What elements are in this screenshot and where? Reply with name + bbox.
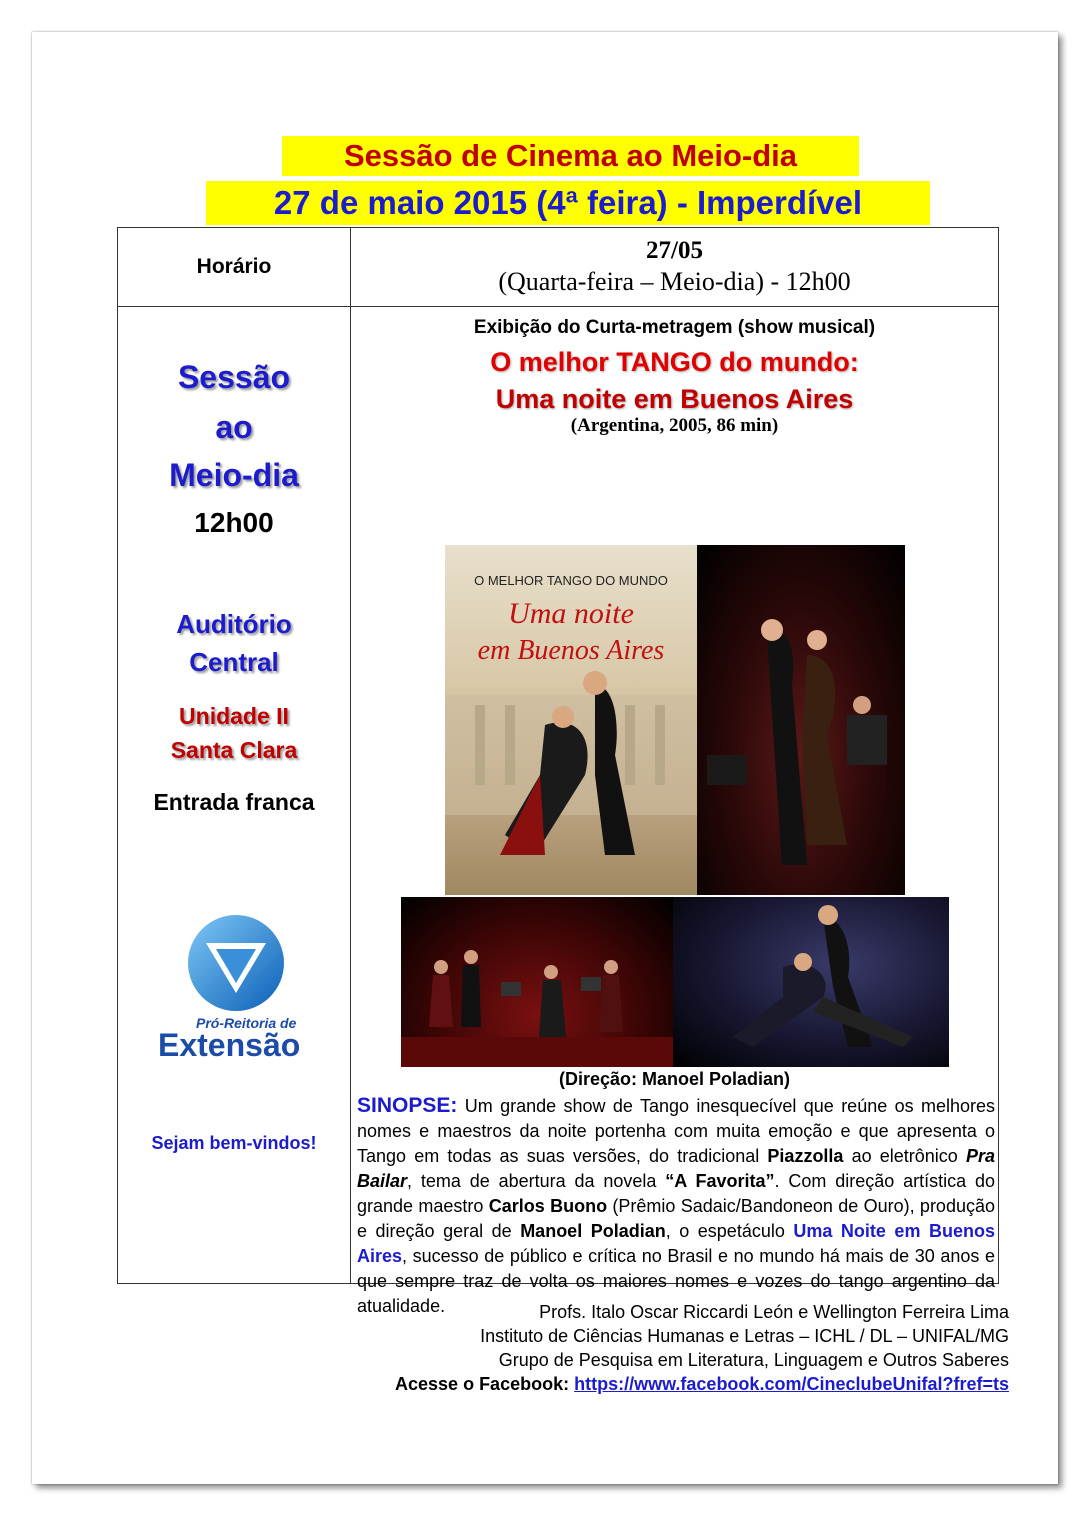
logo-text-main: Extensão — [158, 1027, 301, 1063]
synopsis-a-favorita: “A Favorita” — [665, 1171, 775, 1191]
synopsis-text: Um grande show de Tango inesquecível que reúne os melhores nomes e maestros da noite portenha com muita emoção e que apresenta o Tango em todas as suas versões, do tradicional — [357, 1096, 995, 1166]
facebook-label: Acesse o Facebook: — [395, 1374, 575, 1394]
synopsis-text: ao eletrônico — [843, 1146, 966, 1166]
session-time-cell — [351, 228, 999, 307]
synopsis-text: . Com direção artística do grande maestro — [357, 1171, 996, 1216]
film-direction: (Direção: Manoel Poladian) — [558, 1069, 791, 1089]
horario-label: Horário — [118, 228, 351, 307]
session-date: 27/05 — [646, 237, 703, 264]
sidebar-time: 12h00 — [194, 507, 274, 538]
synopsis-text: , sucesso de público e crítica no Brasil e no mundo há mais de 30 anos e que sempre traz de volta os maiores nomes e vozes do tango argentino da atualidade. — [357, 1246, 995, 1316]
unit-line2: Santa Clara — [170, 737, 298, 763]
film-title-line1: O melhor TANGO do mundo: — [490, 347, 859, 377]
poster-title1: Uma noite — [508, 597, 634, 630]
table-header-row — [118, 228, 999, 307]
venue-line1: Auditório — [176, 609, 292, 639]
welcome-text: Sejam bem-vindos! — [151, 1133, 317, 1153]
session-schedule: (Quarta-feira – Meio-dia) - 12h00 — [498, 267, 851, 296]
synopsis-manoel: Manoel Poladian — [520, 1221, 666, 1241]
footer-research-group: Grupo de Pesquisa em Literatura, Linguagem e Outros Saberes — [498, 1350, 1009, 1370]
poster-image — [445, 545, 697, 895]
sidebar — [118, 307, 351, 1284]
logo-text-top: Pró-Reitoria de — [196, 1015, 297, 1031]
synopsis-text: , tema de abertura da novela — [407, 1171, 666, 1191]
synopsis-pra-bailar: Pra Bailar — [357, 1146, 996, 1191]
stage-photo-dance — [673, 897, 949, 1067]
venue-line2: Central — [189, 647, 279, 677]
table-content-row — [118, 307, 999, 1284]
stage-photo-orchestra — [401, 897, 673, 1067]
stage-photo-couple — [697, 545, 905, 895]
poster-dancers-icon — [445, 665, 697, 895]
synopsis-piazzolla: Piazzolla — [767, 1146, 844, 1166]
sidebar-session: Sessão — [177, 359, 291, 395]
entry-free: Entrada franca — [153, 789, 315, 815]
facebook-link[interactable]: https://www.facebook.com/CineclubeUnifal?fref=ts — [574, 1374, 1009, 1394]
synopsis-text: (Prêmio Sadaic/Bandoneon de Ouro), produção e direção geral de — [357, 1196, 995, 1241]
exhibition-label: Exibição do Curta-metragem (show musical) — [473, 317, 876, 338]
footer — [395, 1300, 1009, 1396]
page-subtitle-date: 27 de maio 2015 (4ª feira) - Imperdível — [206, 181, 930, 225]
film-title-line2: Uma noite em Buenos Aires — [495, 384, 854, 414]
synopsis-text: , o espetáculo — [665, 1221, 794, 1241]
synopsis-carlos-buono: Carlos Buono — [488, 1196, 608, 1216]
synopsis-label: SINOPSE: — [357, 1094, 458, 1117]
page-title: Sessão de Cinema ao Meio-dia — [282, 136, 859, 176]
footer-facebook — [395, 1372, 1009, 1396]
poster-title2: em Buenos Aires — [477, 635, 665, 666]
unit-line1: Unidade II — [179, 703, 289, 729]
synopsis — [357, 1093, 995, 1319]
sidebar-meio-dia: Meio-dia — [169, 457, 299, 493]
synopsis-show-name: Uma Noite em Buenos Aires — [357, 1221, 995, 1266]
footer-professors: Profs. Italo Oscar Riccardi León e Wellington Ferreira Lima — [539, 1302, 1009, 1322]
film-info: (Argentina, 2005, 86 min) — [570, 415, 779, 436]
sidebar-ao: ao — [215, 409, 253, 445]
poster-top-text: O MELHOR TANGO DO MUNDO — [474, 573, 668, 588]
footer-institute: Instituto de Ciências Humanas e Letras – ICHL / DL – UNIFAL/MG — [480, 1326, 1009, 1346]
